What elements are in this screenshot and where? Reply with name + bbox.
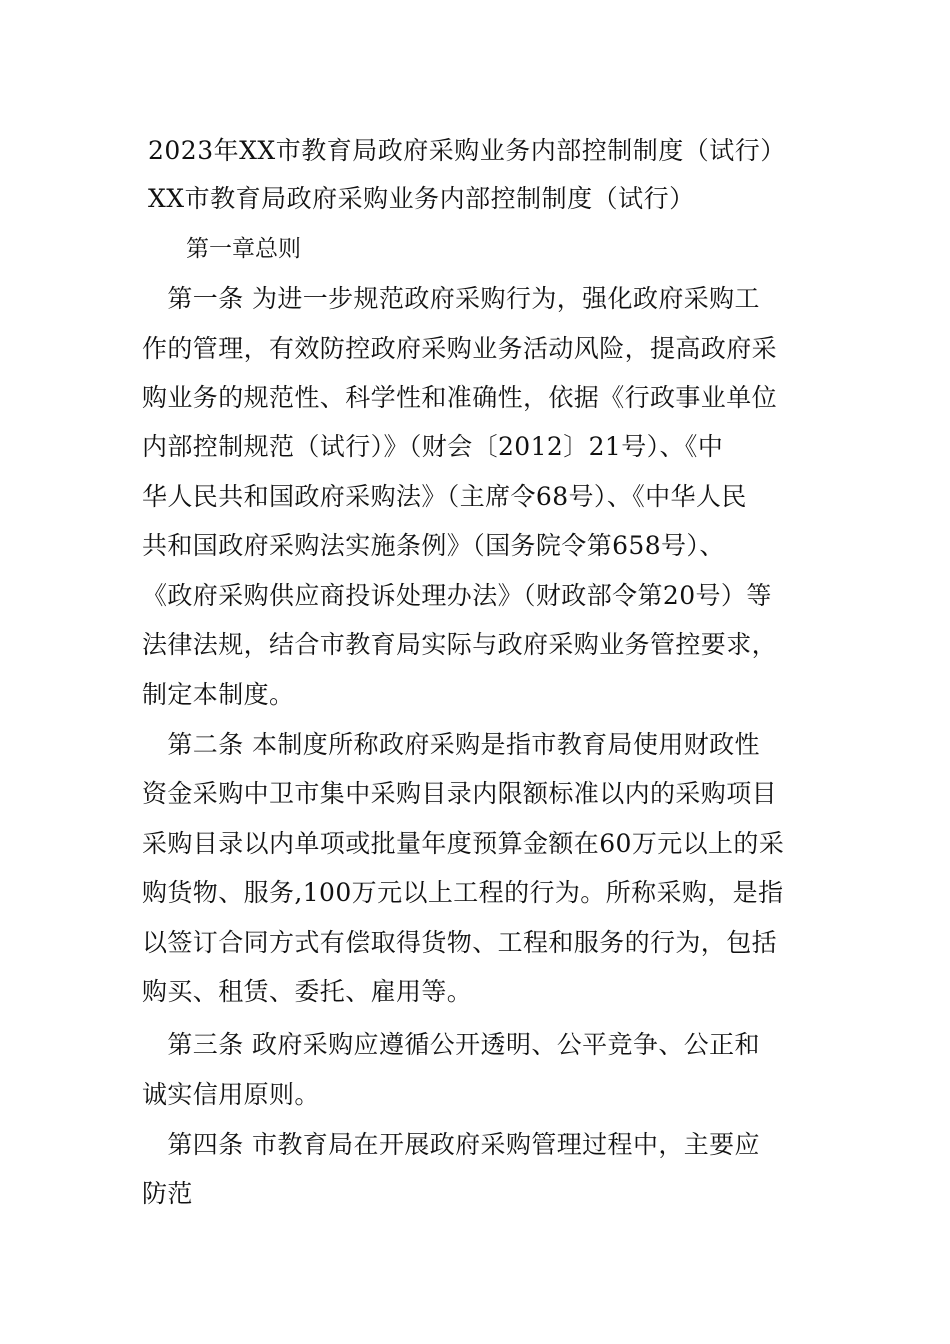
body-line: 采购目录以内单项或批量年度预算金额在60万元以上的采 xyxy=(142,829,785,858)
body-line: 《政府采购供应商投诉处理办法》（财政部令第20号）等 xyxy=(142,581,772,610)
chapter-heading: 第一章总则 xyxy=(186,236,301,262)
body-line: 购货物、服务,100万元以上工程的行为。所称采购，是指 xyxy=(142,878,784,907)
body-line: 以签订合同方式有偿取得货物、工程和服务的行为，包括 xyxy=(142,928,778,957)
body-line: 内部控制规范（试行）》（财会〔2012〕21号）、《中 xyxy=(142,432,724,461)
document-title: 2023年XX市教育局政府采购业务内部控制制度（试行） xyxy=(148,136,786,165)
body-line: 华人民共和国政府采购法》（主席令68号）、《中华人民 xyxy=(142,482,747,511)
body-line: 制定本制度。 xyxy=(142,680,295,709)
body-line: 第四条 市教育局在开展政府采购管理过程中，主要应 xyxy=(142,1130,760,1159)
body-line: 防范 xyxy=(142,1179,193,1208)
body-line: 第二条 本制度所称政府采购是指市教育局使用财政性 xyxy=(142,730,760,759)
body-line: 作的管理，有效防控政府采购业务活动风险，提高政府采 xyxy=(142,334,778,363)
body-line: 共和国政府采购法实施条例》（国务院令第658号）、 xyxy=(142,531,725,560)
body-line: 法律法规，结合市教育局实际与政府采购业务管控要求， xyxy=(142,630,778,659)
body-line: 第一条 为进一步规范政府采购行为，强化政府采购工 xyxy=(142,284,760,313)
document-subtitle: XX市教育局政府采购业务内部控制制度（试行） xyxy=(148,184,695,213)
body-line: 购业务的规范性、科学性和准确性，依据《行政事业单位 xyxy=(142,383,778,412)
body-line: 第三条 政府采购应遵循公开透明、公平竞争、公正和 xyxy=(142,1030,760,1059)
body-line: 购买、租赁、委托、雇用等。 xyxy=(142,977,473,1006)
body-line: 资金采购中卫市集中采购目录内限额标准以内的采购项目 xyxy=(142,779,778,808)
body-line: 诚实信用原则。 xyxy=(142,1080,320,1109)
